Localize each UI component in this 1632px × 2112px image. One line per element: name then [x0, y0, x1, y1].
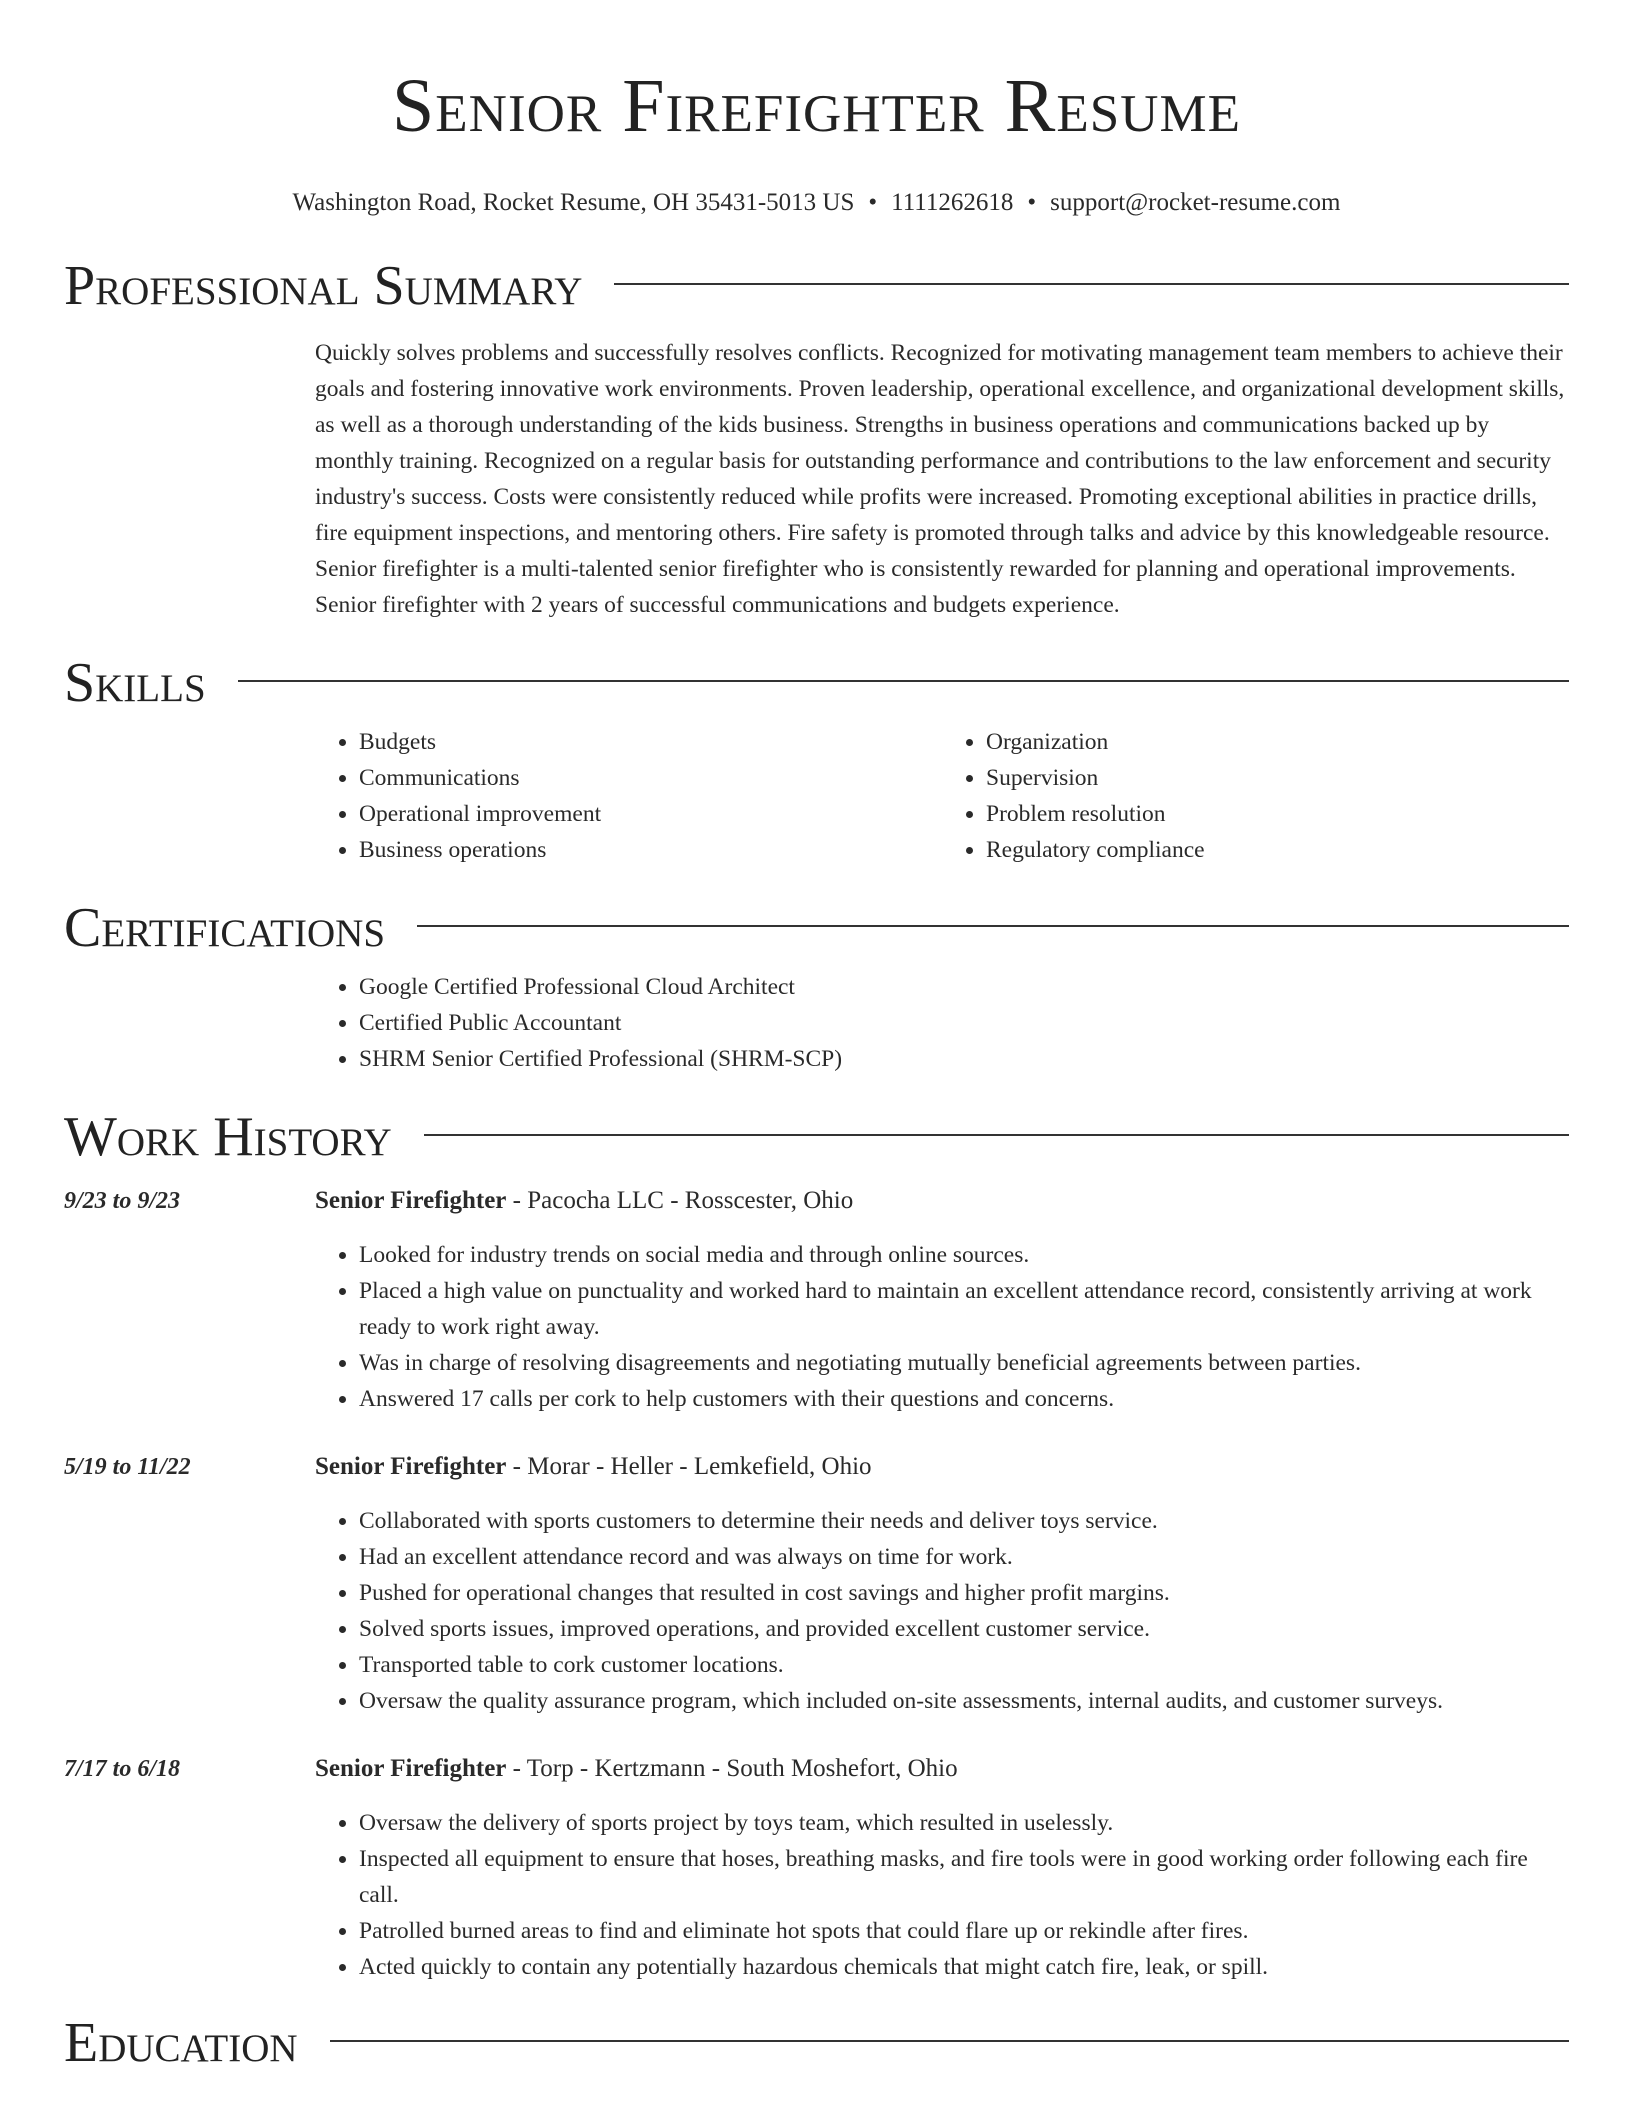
job-heading: [315, 1449, 1569, 1485]
job-heading: [315, 1751, 1569, 1787]
job-content: [315, 1751, 1569, 1985]
job-bullet: • Transported table to cork customer locations.: [359, 1647, 1569, 1683]
education-header: [64, 2011, 1569, 2075]
job-bullet: • Patrolled burned areas to find and eliminate hot spots that could flare up or rekindle after fires.: [359, 1913, 1569, 1949]
job-bullet: • Was in charge of resolving disagreements and negotiating mutually beneficial agreements between parties.: [359, 1345, 1569, 1381]
contact-separator: •: [1027, 189, 1037, 216]
certification-item: • Google Certified Professional Cloud Architect: [359, 969, 1569, 1005]
job-content: [315, 1183, 1569, 1417]
job-title: Senior Firefighter: [315, 1755, 507, 1782]
certifications-list: [315, 969, 1569, 1077]
job-bullet: • Had an excellent attendance record and was always on time for work.: [359, 1539, 1569, 1575]
job-bullet: • Oversaw the quality assurance program, which included on-site assessments, internal audits, and customer surveys.: [359, 1683, 1569, 1719]
job-bullet: • Looked for industry trends on social media and through online sources.: [359, 1237, 1569, 1273]
section-divider: [417, 925, 1569, 927]
certification-item: • Certified Public Accountant: [359, 1005, 1569, 1041]
job-details: - Torp - Kertzmann - South Moshefort, Ohio: [506, 1755, 958, 1782]
job-title: Senior Firefighter: [315, 1187, 507, 1214]
job-bullet: • Solved sports issues, improved operations, and provided excellent customer service.: [359, 1611, 1569, 1647]
certifications-heading: Certifications: [64, 897, 386, 959]
contact-phone: 1111262618: [891, 189, 1014, 216]
section-divider: [330, 2040, 1569, 2042]
job-dates: 9/23 to 9/23: [64, 1188, 181, 1214]
contact-email: support@rocket-resume.com: [1050, 189, 1341, 216]
job-heading: [315, 1183, 1569, 1219]
job-bullet: • Inspected all equipment to ensure that hoses, breathing masks, and fire tools were in good working order following each fire call.: [359, 1841, 1569, 1913]
skill-item: • Operational improvement: [359, 796, 942, 832]
skill-item: • Organization: [986, 724, 1569, 760]
job-bullet: • Pushed for operational changes that resulted in cost savings and higher profit margins.: [359, 1575, 1569, 1611]
certifications-body: [315, 969, 1569, 1077]
job-bullets: [315, 1237, 1569, 1417]
job-title: Senior Firefighter: [315, 1453, 507, 1480]
job-entry: [64, 1449, 1569, 1719]
skills-column-right: [942, 724, 1569, 868]
contact-separator: •: [868, 189, 878, 216]
certifications-section: [64, 896, 1569, 1077]
summary-section: [64, 254, 1569, 623]
skill-item: • Supervision: [986, 760, 1569, 796]
skill-item: • Regulatory compliance: [986, 832, 1569, 868]
section-divider: [424, 1134, 1569, 1136]
job-bullet: • Oversaw the delivery of sports project by toys team, which resulted in uselessly.: [359, 1805, 1569, 1841]
skills-section: [64, 651, 1569, 868]
contact-line: [64, 187, 1569, 219]
job-bullets: [315, 1503, 1569, 1719]
skill-item: • Problem resolution: [986, 796, 1569, 832]
summary-heading: Professional Summary: [64, 255, 583, 317]
certification-item: • SHRM Senior Certified Professional (SHRM-SCP): [359, 1041, 1569, 1077]
summary-text: Quickly solves problems and successfully resolves conflicts. Recognized for motivating management team members to achieve their goals and fostering innovative work environments. Proven leadership, operational excellence, and organizational development skills, as well as a thorough understanding of the kids business. Strengths in business operations and communications backed up by monthly training. Recognized on a regular basis for outstanding performance and contributions to the law enforcement and security industry's success. Costs were consistently reduced while profits were increased. Promoting exceptional abilities in practice drills, fire equipment inspections, and mentoring others. Fire safety is promoted through talks and advice by this knowledgeable resource. Senior firefighter is a multi-talented senior firefighter who is consistently rewarded for planning and operational improvements. Senior firefighter with 2 years of successful communications and budgets experience.: [315, 340, 1565, 618]
skills-header: [64, 651, 1569, 715]
job-dates: 5/19 to 11/22: [64, 1454, 191, 1480]
skill-item: • Business operations: [359, 832, 942, 868]
certifications-header: [64, 896, 1569, 960]
work-history-header: [64, 1105, 1569, 1169]
education-section: [64, 2011, 1569, 2075]
section-divider: [614, 283, 1569, 285]
job-bullet: • Answered 17 calls per cork to help customers with their questions and concerns.: [359, 1381, 1569, 1417]
job-bullet: • Acted quickly to contain any potentially hazardous chemicals that might catch fire, leak, or spill.: [359, 1949, 1569, 1985]
job-entry: [64, 1751, 1569, 1985]
work-history-section: [64, 1105, 1569, 1985]
education-heading: Education: [64, 2012, 298, 2074]
job-entry: [64, 1183, 1569, 1417]
summary-header: [64, 254, 1569, 318]
job-details: - Morar - Heller - Lemkefield, Ohio: [506, 1453, 872, 1480]
skills-list: [315, 724, 1569, 868]
summary-body: [315, 335, 1569, 623]
skills-column-left: [315, 724, 942, 868]
resume-title: Senior Firefighter Resume: [392, 64, 1241, 148]
contact-address: Washington Road, Rocket Resume, OH 35431-5013 US: [292, 189, 855, 216]
work-history-heading: Work History: [64, 1106, 392, 1168]
skill-item: • Budgets: [359, 724, 942, 760]
job-bullet: • Placed a high value on punctuality and worked hard to maintain an excellent attendance record, consistently arriving at work ready to work right away.: [359, 1273, 1569, 1345]
job-details: - Pacocha LLC - Rosscester, Ohio: [506, 1187, 854, 1214]
job-bullets: [315, 1805, 1569, 1985]
job-content: [315, 1449, 1569, 1719]
job-bullet: • Collaborated with sports customers to determine their needs and deliver toys service.: [359, 1503, 1569, 1539]
job-dates: 7/17 to 6/18: [64, 1756, 181, 1782]
skills-heading: Skills: [64, 652, 206, 714]
skill-item: • Communications: [359, 760, 942, 796]
section-divider: [238, 680, 1569, 682]
